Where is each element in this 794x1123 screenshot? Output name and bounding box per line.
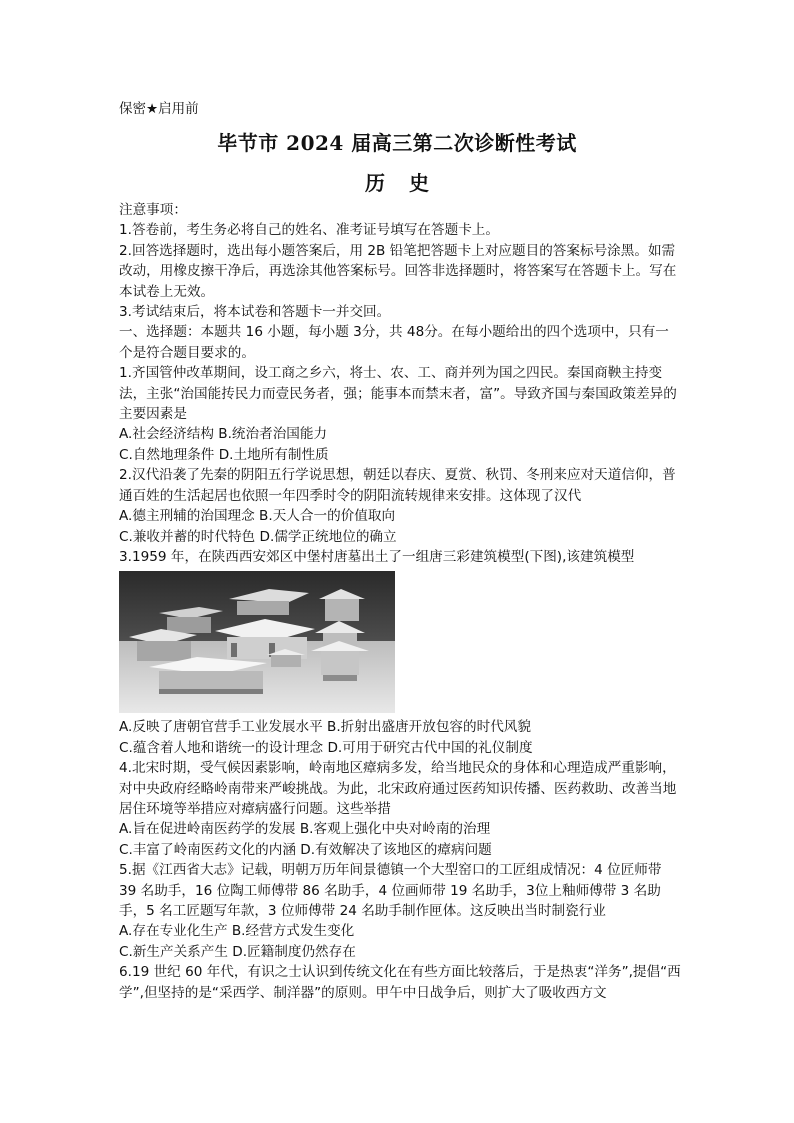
question-option: C.蕴含着人地和谐统一的设计理念 D.可用于研究古代中国的礼仪制度: [119, 739, 533, 756]
exam-title: 毕节市 2024 届高三第二次诊断性考试: [217, 131, 577, 155]
question-option: A.反映了唐朝官营手工业发展水平 B.折射出盛唐开放包容的时代风貌: [119, 719, 531, 736]
question-option: A.德主刑辅的治国理念 B.天人合一的价值取向: [119, 508, 396, 525]
question-stem: 3.1959 年，在陕西西安郊区中堡村唐墓出土了一组唐三彩建筑模型(下图),该建筑模型: [119, 548, 635, 565]
confidential-mark: 保密★启用前: [119, 101, 199, 117]
note-item: 3.考试结束后，将本试卷和答题卡一并交回。: [119, 304, 391, 321]
question-option: C.自然地理条件 D.土地所有制性质: [119, 446, 329, 463]
question-option: A.社会经济结构 B.统治者治国能力: [119, 426, 328, 443]
question-option: C.兼收并蓄的时代特色 D.儒学正统地位的确立: [119, 528, 397, 545]
question-stem: 6.19 世纪 60 年代，有识之士认识到传统文化在有些方面比较落后，于是热衷“洋务”,提倡“西学”,但坚持的是“采西学、制洋器”的原则。甲午中日战争后，则扩大了吸收西方文: [119, 964, 681, 1001]
note-item: 2.回答选择题时，选出每小题答案后，用 2B 铅笔把答题卡上对应题目的答案标号涂黑。如需改动，用橡皮擦干净后，再选涂其他答案标号。回答非选择题时，将答案写在答题卡上。写在本试卷上无效。: [119, 242, 677, 300]
question-option: A.存在专业化生产 B.经营方式发生变化: [119, 923, 355, 940]
exam-body: [119, 200, 681, 1003]
notes-heading: 注意事项：: [119, 202, 187, 218]
question-option: C.新生产关系产生 D.匠籍制度仍然存在: [119, 943, 356, 960]
question-stem: 5.据《江西省大志》记载，明朝万历年间景德镇一个大型窑口的工匠组成情况：4 位匠师带 39 名助手，16 位陶工师傅带 86 名助手，4 位画师带 19 名助手，3位上釉师傅带 3 名助手，5 名工匠题写年款，3 位师傅带 24 名助手制作匣体。这反映出当时制瓷行业: [119, 862, 662, 919]
question-option: C.丰富了岭南医药文化的内涵 D.有效解决了该地区的瘴病问题: [119, 841, 492, 858]
question-stem: 2.汉代沿袭了先秦的阴阳五行学说思想，朝廷以春庆、夏赏、秋罚、冬刑来应对天道信仰，普通百姓的生活起居也依照一年四季时令的阴阳流转规律来安排。这体现了汉代: [119, 467, 676, 504]
section-heading: 一、选择题：本题共 16 小题，每小题 3分，共 48分。在每小题给出的四个选项中，只有一个是符合题目要求的。: [119, 324, 669, 361]
note-item: 1.答卷前，考生务必将自己的姓名、准考证号填写在答题卡上。: [119, 222, 499, 239]
question-stem: 1.齐国管仲改革期间，设工商之乡六，将士、农、工、商并列为国之四民。秦国商鞅主持变法，主张“治国能抟民力而壹民务者，强；能事本而禁末者，富”。导致齐国与秦国政策差异的主要因素是: [119, 365, 677, 423]
question-stem: 4.北宋时期，受气候因素影响，岭南地区瘴病多发，给当地民众的身体和心理造成严重影响，对中央政府经略岭南带来严峻挑战。为此，北宋政府通过医药知识传播、医药救助、改善当地居住环境等举措应对瘴病盛行问题。这些举措: [119, 760, 677, 817]
tang-sancai-building-model-photo: [119, 571, 395, 713]
subject-title: 历史: [365, 171, 453, 195]
question-option: A.旨在促进岭南医药学的发展 B.客观上强化中央对岭南的治理: [119, 821, 491, 838]
